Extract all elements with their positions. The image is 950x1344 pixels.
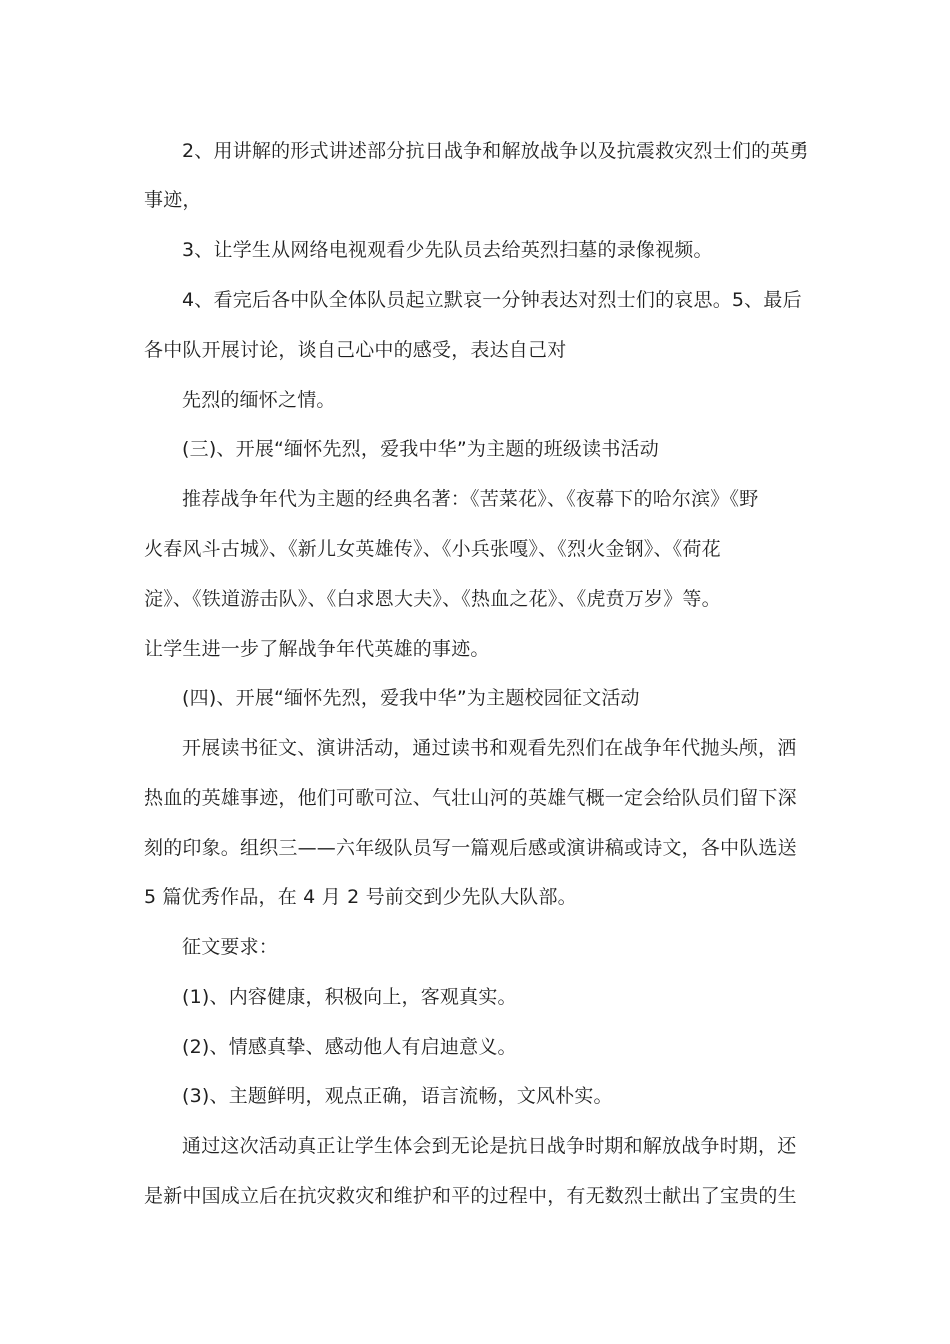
paragraph-line: 事迹， bbox=[144, 189, 202, 211]
paragraph-line: 开展读书征文、演讲活动，通过读书和观看先烈们在战争年代抛头颅，洒 bbox=[182, 737, 797, 759]
paragraph-line: 火春风斗古城》、《新儿女英雄传》、《小兵张嘎》、《烈火金钢》、《荷花 bbox=[144, 538, 721, 560]
section-heading: (四)、开展“缅怀先烈，爱我中华”为主题校园征文活动 bbox=[182, 687, 640, 709]
paragraph-line: 征文要求： bbox=[182, 936, 279, 958]
paragraph-line: 各中队开展讨论，谈自己心中的感受，表达自己对 bbox=[144, 339, 567, 361]
list-item: (3)、主题鲜明，观点正确，语言流畅，文风朴实。 bbox=[182, 1085, 613, 1107]
paragraph-line: 是新中国成立后在抗灾救灾和维护和平的过程中，有无数烈士献出了宝贵的生 bbox=[144, 1185, 797, 1207]
paragraph-line: 2、用讲解的形式讲述部分抗日战争和解放战争以及抗震救灾烈士们的英勇 bbox=[182, 140, 809, 162]
paragraph-line: 推荐战争年代为主题的经典名著：《苦菜花》、《夜幕下的哈尔滨》《野 bbox=[182, 488, 759, 510]
paragraph-line: 刻的印象。组织三——六年级队员写一篇观后感或演讲稿或诗文，各中队选送 bbox=[144, 837, 797, 859]
list-item: (1)、内容健康，积极向上，客观真实。 bbox=[182, 986, 517, 1008]
paragraph-line: 通过这次活动真正让学生体会到无论是抗日战争时期和解放战争时期，还 bbox=[182, 1135, 797, 1157]
paragraph-line: 3、让学生从网络电视观看少先队员去给英烈扫墓的录像视频。 bbox=[182, 239, 713, 261]
list-item: (2)、情感真挚、感动他人有启迪意义。 bbox=[182, 1036, 517, 1058]
section-heading: (三)、开展“缅怀先烈，爱我中华”为主题的班级读书活动 bbox=[182, 438, 659, 460]
paragraph-line: 让学生进一步了解战争年代英雄的事迹。 bbox=[144, 638, 490, 660]
paragraph-line: 4、看完后各中队全体队员起立默哀一分钟表达对烈士们的哀思。5、最后 bbox=[182, 289, 802, 311]
paragraph-line: 热血的英雄事迹，他们可歌可泣、气壮山河的英雄气概一定会给队员们留下深 bbox=[144, 787, 797, 809]
paragraph-line: 淀》、《铁道游击队》、《白求恩大夫》、《热血之花》、《虎贲万岁》等。 bbox=[144, 588, 721, 610]
paragraph-line: 5 篇优秀作品，在 4 月 2 号前交到少先队大队部。 bbox=[144, 886, 577, 908]
paragraph-line: 先烈的缅怀之情。 bbox=[182, 389, 336, 411]
